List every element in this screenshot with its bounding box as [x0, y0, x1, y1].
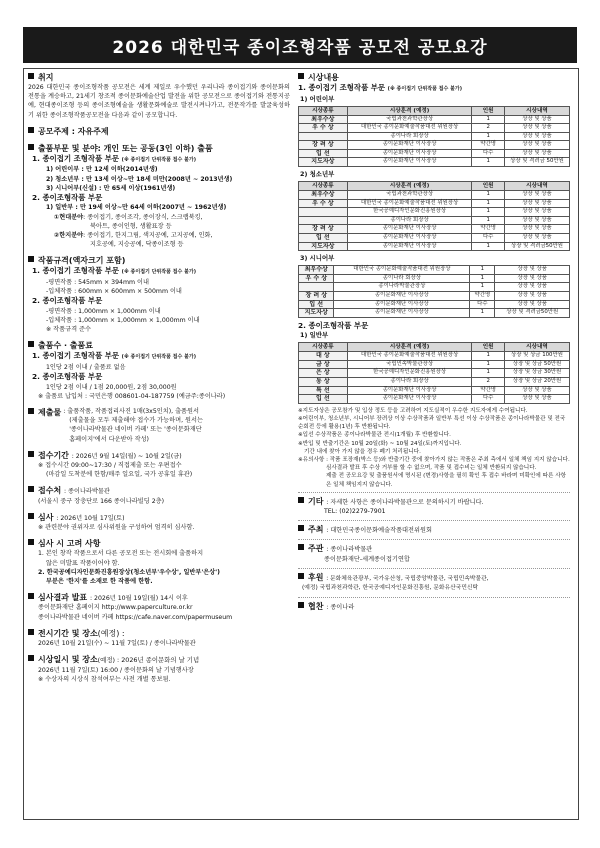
award-honor-cell: 종이문화재단 이사장상	[347, 158, 472, 167]
submit-heading: 제출물	[38, 408, 62, 418]
theme-value: 자유주제	[77, 126, 109, 136]
organizer-heading: 주관	[308, 544, 324, 554]
left-column	[28, 72, 290, 690]
award-row	[299, 124, 570, 133]
award-honor-cell: 종이문화재단 이사장상	[347, 234, 472, 243]
award-count-cell: 1	[470, 283, 495, 292]
support-value: : 종이나라	[326, 604, 355, 612]
award-detail-cell: 상장 및 상품	[504, 199, 569, 208]
bullet-square-icon	[298, 602, 304, 608]
award-honor-cell: 종이문화재단 이사장상	[347, 386, 472, 395]
award-type-cell: 최우수상	[299, 191, 348, 200]
youth-awards-body	[299, 191, 570, 251]
award-type-cell	[299, 216, 348, 225]
bullet-square-icon	[28, 451, 34, 457]
award-row	[299, 234, 570, 243]
award-row	[299, 395, 570, 404]
review-heading: 심사	[38, 512, 54, 522]
award-row	[299, 309, 570, 318]
col-header-type: 시상종류	[299, 343, 348, 352]
award-honor-cell: 종이나라박물관장상	[334, 283, 470, 292]
award-honor-cell: 국립과천과학관장상	[347, 191, 472, 200]
award-row	[299, 242, 570, 251]
award-count-cell: 1	[470, 309, 495, 318]
award-type-cell: 특 선	[299, 386, 348, 395]
size-art-flat: -평면작품 : 1,000mm × 1,000mm 이내	[46, 307, 161, 315]
divider	[298, 520, 570, 521]
size-heading: 작품규격(액자크기 포함)	[38, 256, 126, 266]
page-title: 2026 대한민국 종이조형작품 공모전 공모요강	[23, 27, 577, 63]
award-type-cell: 입 선	[299, 395, 348, 404]
award-row	[299, 158, 570, 167]
award-type-cell: 지도자상	[299, 158, 348, 167]
col-header-detail: 시상내역	[504, 343, 569, 352]
submit-line-1: : 출품작품, 작품접리사진 1매(3x5인치), 출품원서	[63, 408, 199, 416]
award-detail-cell: 상장 및 상금 100만원	[504, 352, 569, 361]
award-detail-cell: 상장 및 격려금 50만원	[504, 158, 569, 167]
count-art-text: 1인당 2점 이내 / 1점 20,000원, 2점 30,000원	[46, 383, 177, 391]
ceremony-line-1: 2026년 11월 7일(토) 16:00 / 종이문화의 날 기념행사장	[38, 666, 194, 674]
award-row	[299, 352, 570, 361]
bullet-square-icon	[28, 486, 34, 492]
size-art-note: ※ 작품규격 준수	[46, 326, 91, 334]
award-detail-cell: 상장 및 상품	[504, 386, 569, 395]
award-type-cell: 최우수상	[299, 115, 348, 124]
support-section	[298, 601, 570, 612]
award-type-cell: 동 상	[299, 378, 348, 387]
notes-heading: 심사 시 고려 사항	[38, 539, 101, 549]
award-type-cell: 장 려 상	[299, 141, 348, 150]
divider	[298, 597, 570, 598]
place-heading: 접수처	[38, 486, 62, 496]
award-row	[299, 132, 570, 141]
footnote-8: 제출 전 공모요강 및 출품원서에 명시된 (변경)사항을 필히 확인 후 접수 바라며 미확인에 따른 사항은 일체 책임지지 않습니다.	[326, 473, 566, 488]
ceremony-section	[28, 654, 290, 684]
award-type-cell	[299, 283, 334, 292]
organizer-value: : 종이나라박물관	[326, 546, 373, 554]
sponsor-line-1: : 문화체육관광부, 국가유산청, 국립중앙박물관, 국립민속박물관,	[326, 575, 489, 582]
award-count-cell: 다수	[472, 395, 505, 404]
award-honor-cell: 종이문화재단 이사장상	[334, 309, 470, 318]
col-header-count: 인원	[472, 343, 505, 352]
award-detail-cell: 상장 및 상품	[504, 149, 569, 158]
submit-section	[28, 407, 290, 444]
place-address: (서울시 중구 장충단로 166 종이나라빌딩 2층)	[38, 497, 165, 505]
award-honor-cell: 종이문화재단 이사장상	[334, 292, 470, 301]
ceremony-heading-tail: (예정) : 2026년 종이문화의 날 기념	[97, 655, 200, 664]
award-type-cell: 우 수 상	[299, 274, 334, 283]
size-folding-3d: -입체작품 : 600mm × 600mm × 500mm 이내	[46, 288, 182, 296]
bullet-square-icon	[28, 73, 34, 79]
award-count-cell: 1	[472, 369, 505, 378]
place-section	[28, 485, 290, 505]
award-detail-cell: 상장 및 상품	[504, 216, 569, 225]
award-count-cell: 1	[472, 132, 505, 141]
award-count-cell: 2	[472, 124, 505, 133]
divider	[298, 539, 570, 540]
size-art-label: 2. 종이조형작품 부문	[32, 296, 103, 306]
footnote-1: ※지도자상은 공모참가 및 입상 정도 등을 고려하여 지도실적이 우수한 지도자에게 수여됩니다.	[298, 407, 528, 414]
award-type-cell: 장 려 상	[299, 292, 334, 301]
award-count-cell: 약간명	[472, 225, 505, 234]
award-count-cell: 1	[472, 352, 505, 361]
award-detail-cell: 상장 및 상품	[504, 225, 569, 234]
award-count-cell: 1	[472, 191, 505, 200]
award-type-cell: 지도자상	[299, 242, 348, 251]
right-column	[298, 72, 570, 617]
footnote-6: ※유의사항 : 작품 포장재(박스 등)와 반출기간 중에 찾아가지 않는 작품은 주최 측에서 일체 책임 지지 않습니다.	[298, 457, 570, 464]
result-link-cafe[interactable]: 종이나라박물관 네이버 카페 https://cafe.naver.com/papermuseum	[38, 613, 233, 621]
modern-field-label: ①현대분야	[54, 213, 84, 221]
senior-category-label: 3) 시니어부	[300, 254, 335, 263]
award-honor-cell: 종이나라 회장상	[334, 274, 470, 283]
award-type-cell: 입 선	[299, 300, 334, 309]
review-section	[28, 512, 290, 532]
awards-sec1-note: (※ 종이접기 단위작품 접수 불가)	[387, 86, 463, 92]
award-count-cell: 1	[472, 158, 505, 167]
organizer-value2: 종이문화재단-세계종이접기연합	[324, 555, 410, 563]
notes-section	[28, 538, 290, 586]
bullet-square-icon	[28, 256, 34, 262]
bullet-square-icon	[298, 525, 304, 531]
award-honor-cell: 대한민국 종이문화예술작품대전 위원장상	[347, 124, 472, 133]
award-count-cell: 2	[472, 378, 505, 387]
senior-awards-table	[298, 265, 570, 318]
col-header-type: 시상종류	[299, 182, 348, 191]
bullet-square-icon	[28, 144, 34, 150]
bullet-square-icon	[28, 629, 34, 635]
award-type-cell	[299, 132, 348, 141]
size-folding-label: 1. 종이접기 조형작품 부문	[32, 266, 120, 276]
award-count-cell: 약간명	[472, 386, 505, 395]
award-detail-cell: 상장 및 상품	[504, 124, 569, 133]
modern-field-text: : 종이접기, 종이조각, 종이장식, 스크랩북킹,	[83, 213, 203, 221]
award-honor-cell: 종이문화재단 이사장상	[347, 225, 472, 234]
award-honor-cell: 종이문화재단 이사장상	[334, 300, 470, 309]
sponsor-line-2: (예정) 국립과천과학관, 한국공예디자인문화진흥원, 문화유산국민신탁	[302, 585, 479, 592]
award-row	[299, 300, 570, 309]
award-row	[299, 360, 570, 369]
footnote-7: 심사결과 발표 후 수상 거부를 할 수 없으며, 작품 및 접수비는 일체 반환되지 않습니다.	[326, 465, 537, 472]
notes-item-1: 1. 본인 창작 작품으로서 다른 공모전 또는 전시회에 출품하지	[38, 550, 204, 558]
award-row	[299, 292, 570, 301]
footnote-5: 기간 내에 찾아 가지 않을 경우 폐기 처리됩니다.	[304, 448, 421, 455]
purpose-text: 2026 대한민국 종이조형작품 공모전은 세계 제일로 우수했던 우리나라 종이접기와 종이문화의 전통을 계승하고, 21세기 창조적 종이문화예술산업 발전을 위한 공모전으로 종이접기와 전통지공예, 현대종이조형 등의 종이조형예술을 생활문화예술로 발전시켜나가고, 전문작가를 발굴육성하기 위한 종이조형작품공모전을 다음과 같이 공모합니다.	[28, 84, 290, 119]
award-row	[299, 199, 570, 208]
award-detail-cell: 상장 및 상품	[495, 300, 570, 309]
award-honor-cell: 종이나라 회장상	[347, 132, 472, 141]
award-count-cell: 다수	[472, 149, 505, 158]
award-detail-cell: 상장 및 상품	[495, 283, 570, 292]
purpose-heading: 취지	[38, 73, 54, 82]
award-type-cell: 입 선	[299, 149, 348, 158]
col-header-count: 인원	[472, 182, 505, 191]
exhibit-heading-tail: (예정) :	[97, 628, 125, 638]
award-honor-cell: 종이문화재단 이사장상	[347, 395, 472, 404]
folding-field-label: 1. 종이접기 조형작품 부문	[32, 153, 120, 163]
col-header-detail: 시상내역	[504, 182, 569, 191]
award-count-cell: 1	[472, 199, 505, 208]
youth-awards-table	[298, 181, 570, 251]
award-count-cell: 약간명	[470, 292, 495, 301]
bullet-square-icon	[28, 127, 34, 133]
awards-footnotes	[298, 407, 570, 489]
submit-line-4: 홈페이지'에서 다운받아 작성)	[69, 435, 149, 443]
theme-heading: 공모주제	[38, 126, 69, 136]
award-row	[299, 225, 570, 234]
award-type-cell: 지도자상	[299, 309, 334, 318]
korean-field-text: : 종이접기, 한지그림, 색지공예, 고지공예, 인화,	[83, 232, 213, 240]
sponsor-section	[298, 572, 570, 593]
size-folding-note: (※ 종이접기 단위작품 접수 불가)	[121, 269, 197, 276]
period-note-1: ※ 접수시간 09:00~17:30 / 직접제출 또는 우편접수	[38, 462, 182, 470]
award-honor-cell: 국립민속박물관장상	[347, 360, 472, 369]
footnote-3: ※입선 수상작품은 종이나라박물관 전시(1개월) 후 반환합니다.	[298, 432, 451, 439]
footnote-2: ※어린이부, 청소년부, 시니어부 장려상 이상 수상작품과 일반부 특선 이상 수상작품은 종이나라박물관 및 전국 순회전 등에 활용(1년) 후 반환됩니다.	[298, 416, 566, 431]
general-category-label: 1) 일반부	[300, 331, 329, 340]
award-count-cell: 1	[470, 266, 495, 275]
folding-field-note: (※ 종이접기 단위작품 접수 불가)	[121, 156, 197, 163]
bullet-square-icon	[298, 73, 304, 79]
award-row	[299, 378, 570, 387]
result-section	[28, 592, 290, 622]
award-row	[299, 386, 570, 395]
result-heading: 심사결과 발표	[38, 593, 88, 603]
exhibit-section	[28, 628, 290, 648]
award-count-cell: 1	[472, 360, 505, 369]
size-section	[28, 255, 290, 334]
award-honor-cell: 국립과천과학관장상	[347, 115, 472, 124]
col-header-count: 인원	[472, 106, 505, 115]
host-value: : 대한민국종이문화예술작품대전위원회	[326, 527, 432, 535]
award-honor-cell: 대한민국 종이문화예술작품대전 위원장상	[334, 266, 470, 275]
fields-section	[28, 143, 290, 250]
award-row	[299, 191, 570, 200]
notes-item-2b: 부분은 '한지'를 소재로 한 작품에 한함.	[46, 577, 153, 585]
award-honor-cell: 종이문화재단 이사장상	[347, 149, 472, 158]
award-type-cell: 우 수 상	[299, 124, 348, 133]
award-count-cell: 다수	[472, 234, 505, 243]
field-item-senior: 3) 시니어부(신설) : 만 65세 이상(1961년생)	[46, 184, 176, 192]
notes-item-2: 2. 한국공예디자인문화진흥원장상(청소년부'우수상', 일반부'은상')	[38, 568, 220, 576]
etc-value: : 자세한 사항은 종이나라박물관으로 문의하시기 바랍니다.	[326, 498, 484, 506]
award-detail-cell: 상장 및 상금 20만원	[504, 378, 569, 387]
theme-section: 공모주제 : 자유주제	[28, 126, 290, 137]
youth-category-label: 2) 청소년부	[300, 170, 335, 179]
col-header-honor: 시상훈격 (예정)	[347, 106, 472, 115]
award-detail-cell: 상장 및 상품	[504, 191, 569, 200]
field-item-child: 1) 어린이부 : 만 12세 이하(2014년생)	[46, 166, 158, 174]
footnote-4: ※반입 및 반출기간은 10월 20일(화) ~ 10월 24일(토)까지입니다.	[298, 440, 462, 447]
result-value: : 2026년 10월 19일(월) 14시 이후	[89, 595, 188, 603]
count-section	[28, 340, 290, 401]
host-heading: 주최	[308, 525, 324, 535]
bullet-square-icon	[28, 408, 34, 414]
bullet-square-icon	[28, 513, 34, 519]
award-row	[299, 274, 570, 283]
period-heading: 접수기간	[38, 450, 69, 460]
award-detail-cell: 상장 및 격려금50만원	[504, 242, 569, 251]
art-field-label: 2. 종이조형작품 부문	[32, 192, 103, 202]
award-row	[299, 369, 570, 378]
award-honor-cell: 대한민국 종이문화예술작품대전 위원장상	[347, 199, 472, 208]
award-honor-cell: 종이나라 회장상	[347, 378, 472, 387]
awards-sec1-label: 1. 종이접기 조형작품 부문	[298, 83, 386, 92]
award-detail-cell: 상장 및 상금 30만원	[504, 369, 569, 378]
award-type-cell: 금 상	[299, 360, 348, 369]
child-awards-table	[298, 106, 570, 168]
purpose-section	[28, 72, 290, 120]
sponsor-heading: 후원	[308, 572, 324, 582]
korean-field-label: ②한지분야	[54, 232, 84, 240]
exhibit-heading: 전시기간 및 장소	[38, 628, 98, 638]
host-section	[298, 524, 570, 535]
period-section	[28, 450, 290, 480]
award-row	[299, 115, 570, 124]
award-detail-cell: 상장 및 상품	[495, 292, 570, 301]
etc-section	[298, 496, 570, 516]
award-type-cell: 은 상	[299, 369, 348, 378]
bullet-square-icon	[28, 539, 34, 545]
award-row	[299, 266, 570, 275]
review-value: : 2026년 10월 17일(토)	[56, 514, 125, 522]
bullet-square-icon	[298, 544, 304, 550]
fields-heading: 출품부문 및 분야	[38, 143, 98, 153]
award-row	[299, 283, 570, 292]
organizer-section	[298, 543, 570, 563]
general-awards-table	[298, 342, 570, 404]
award-detail-cell: 상장 및 격려금50만원	[495, 309, 570, 318]
award-honor-cell: 종이문화재단 이사장상	[347, 141, 472, 150]
submit-line-3: '종이나라박물관 네이버 카페' 또는 '종이문화재단	[69, 426, 202, 434]
exhibit-value: 2026년 10월 21일(수) ~ 11월 7일(토) / 종이나라박물관	[38, 639, 196, 647]
award-row	[299, 141, 570, 150]
count-art-label: 2. 종이조형작품 부문	[32, 372, 103, 382]
award-row	[299, 149, 570, 158]
award-count-cell: 약간명	[472, 141, 505, 150]
col-header-honor: 시상훈격 (예정)	[347, 343, 472, 352]
award-honor-cell: 종이나라 회장상	[347, 216, 472, 225]
bullet-square-icon	[28, 593, 34, 599]
award-count-cell: 1	[472, 115, 505, 124]
notes-item-1b: 않은 미발표 작품이어야 함.	[46, 559, 120, 567]
result-link-foundation[interactable]: 종이문화재단 홈페이지 http://www.paperculture.or.kr	[38, 604, 193, 612]
submit-line-2: (제출물을 모두 제출해야 접수가 가능하며, 원서는	[69, 417, 203, 425]
award-detail-cell: 상장 및 상품	[504, 132, 569, 141]
award-type-cell	[299, 208, 348, 217]
award-count-cell: 1	[470, 274, 495, 283]
bullet-square-icon	[28, 341, 34, 347]
korean-field-text2: 지호공예, 지승공예, 닥종이조형 등	[90, 241, 184, 249]
general-awards-body	[299, 352, 570, 404]
size-folding-flat: -평면작품 : 545mm × 394mm 이내	[46, 278, 149, 286]
col-header-type: 시상종류	[299, 106, 348, 115]
divider	[298, 568, 570, 569]
senior-awards-body	[299, 266, 570, 318]
bullet-square-icon	[298, 573, 304, 579]
divider	[298, 492, 570, 493]
count-folding-label: 1. 종이접기 조형작품 부문	[32, 351, 120, 361]
place-value: : 종이나라박물관	[63, 488, 110, 496]
award-count-cell: 1	[472, 216, 505, 225]
field-item-youth: 2) 청소년부 : 만 13세 이상~만 18세 미만(2008년 ~ 2013년생)	[46, 175, 233, 183]
etc-tel: TEL: (02)2279-7901	[324, 508, 386, 516]
award-type-cell: 장 려 상	[299, 225, 348, 234]
award-detail-cell: 상장 및 상품	[504, 141, 569, 150]
period-note-2: (마감일 도착분에 한함/매주 일요일, 국가 공휴일 휴관)	[46, 471, 193, 479]
count-folding-text: 1인당 2점 이내 / 출품료 없음	[46, 363, 126, 371]
award-detail-cell: 상장 및 상품	[495, 266, 570, 275]
award-honor-cell: 한국공예디자인문화진흥원장상	[347, 208, 472, 217]
award-detail-cell: 상장 및 상금 50만원	[504, 360, 569, 369]
count-heading: 출품수 · 출품료	[38, 341, 93, 351]
award-detail-cell: 상장 및 상품	[495, 274, 570, 283]
col-header-honor: 시상훈격 (예정)	[347, 182, 472, 191]
award-honor-cell: 대한민국 종이문화예술작품대전 위원장상	[347, 352, 472, 361]
award-type-cell: 최우수상	[299, 266, 334, 275]
awards-heading: 시상내용	[308, 73, 339, 82]
size-art-3d: -입체작품 : 1,000mm × 1,000mm × 1,000mm 이내	[46, 317, 200, 325]
award-detail-cell: 상장 및 상품	[504, 234, 569, 243]
support-heading: 협찬	[308, 602, 324, 612]
count-account: ※ 출품료 납입처 : 국민은행 008601-04-187759 (예금주:종이나라)	[38, 392, 226, 400]
etc-heading: 기타	[308, 496, 324, 506]
award-row	[299, 216, 570, 225]
award-count-cell: 다수	[470, 300, 495, 309]
bullet-square-icon	[28, 655, 34, 661]
field-item-general: 1) 일반부 : 만 19세 이상~만 64세 이하(2007년 ~ 1962년생)	[46, 204, 227, 212]
count-folding-note: (※ 종이접기 단위작품 접수 불가)	[121, 354, 197, 361]
award-type-cell: 대 상	[299, 352, 348, 361]
child-category-label: 1) 어린이부	[300, 94, 335, 103]
ceremony-heading: 시상일시 및 장소	[38, 654, 98, 664]
award-type-cell: 우 수 상	[299, 199, 348, 208]
award-count-cell: 1	[472, 242, 505, 251]
award-type-cell: 입 선	[299, 234, 348, 243]
fields-heading-tail: : 개인 또는 공동(3인 이하) 출품	[97, 143, 213, 153]
review-note: ※ 관련분야 권위자로 심사위원을 구성하여 엄격히 심사함.	[38, 524, 195, 532]
award-detail-cell: 상장 및 상품	[504, 115, 569, 124]
award-honor-cell: 한국공예디자인문화진흥원장상	[347, 369, 472, 378]
modern-field-text2: 북아트, 종이인형, 생활표장 등	[90, 222, 172, 230]
col-header-detail: 시상내역	[504, 106, 569, 115]
bullet-square-icon	[298, 497, 304, 503]
award-detail-cell: 상장 및 상품	[504, 208, 569, 217]
award-honor-cell: 종이문화재단 이사장상	[347, 242, 472, 251]
child-awards-body	[299, 115, 570, 167]
period-value: : 2026년 9월 14일(월) ~ 10월 2일(금)	[71, 452, 182, 460]
award-detail-cell: 상장 및 상품	[504, 395, 569, 404]
awards-sec2-label: 2. 종이조형작품 부문	[298, 320, 369, 330]
award-row	[299, 208, 570, 217]
award-count-cell: 1	[472, 208, 505, 217]
ceremony-line-2: ※ 수상자의 시상식 참석여부는 사전 개별 통보됨.	[38, 676, 171, 684]
